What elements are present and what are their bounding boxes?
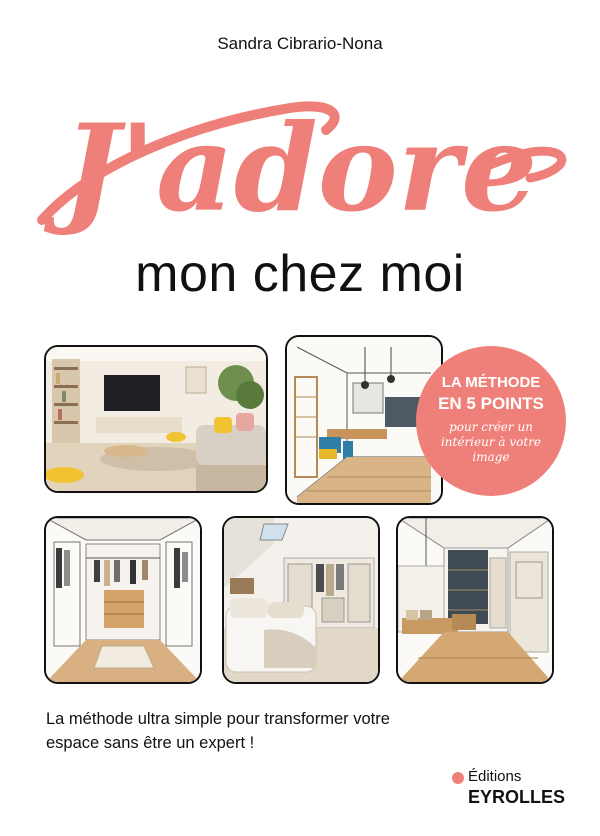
cover-author: Sandra Cibrario-Nona xyxy=(217,34,383,53)
publisher-dot-icon xyxy=(452,772,464,784)
badge-line-2: EN 5 POINTS xyxy=(438,394,544,413)
title-script-text: J'adore xyxy=(62,98,538,239)
method-badge xyxy=(416,346,566,496)
cover-title-script xyxy=(30,70,570,250)
cover-tagline: La méthode ultra simple pour transformer votre espace sans être un expert ! xyxy=(46,710,390,752)
publisher-line-1: Éditions xyxy=(468,768,522,785)
attic-bedroom-photo xyxy=(222,516,380,684)
cover-subtitle: mon chez moi xyxy=(135,245,465,303)
badge-line-1: LA MÉTHODE xyxy=(441,374,541,391)
publisher-line-2: EYROLLES xyxy=(468,787,566,807)
dressing-room-photo xyxy=(44,516,202,684)
entryway-photo xyxy=(396,516,554,684)
living-room-photo xyxy=(44,345,268,493)
badge-line-3: pour créer un intérieur à votre image xyxy=(440,420,542,464)
